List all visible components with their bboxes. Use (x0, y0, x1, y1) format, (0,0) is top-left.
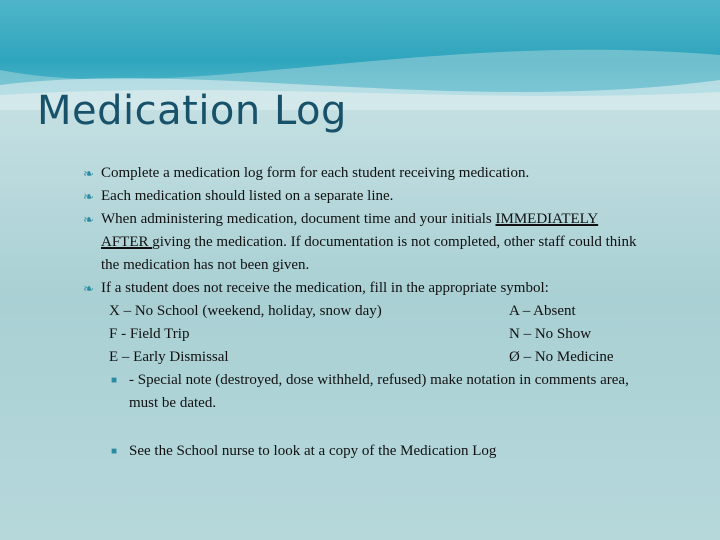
symbol-left: X – No School (weekend, holiday, snow day) (109, 303, 382, 319)
symbol-row (109, 300, 643, 323)
bullet-text-emphasis: IMMEDIATELY AFTER (101, 211, 599, 250)
bullet-item (83, 208, 643, 277)
bullet-item (83, 277, 643, 300)
bullet-item (83, 162, 643, 185)
bullet-icon: ❧ (83, 212, 94, 227)
symbol-right: A – Absent (509, 303, 576, 319)
sub-bullet-text: See the School nurse to look at a copy of the Medication Log (129, 443, 497, 459)
slide-title: Medication Log (37, 88, 347, 134)
symbol-row (109, 323, 643, 346)
bullet-text-after: giving the medication. If documentation is not completed, other staff could think the medication has not been given. (101, 234, 637, 273)
symbol-left: E – Early Dismissal (109, 349, 229, 365)
sub-bullet-item (83, 369, 643, 415)
symbol-row (109, 346, 643, 369)
symbol-left: F - Field Trip (109, 326, 190, 342)
bullet-icon: ❧ (83, 281, 94, 296)
bullet-list (83, 162, 643, 463)
square-bullet-icon: ■ (111, 446, 118, 457)
symbol-right: Ø – No Medicine (509, 349, 614, 365)
square-bullet-icon: ■ (111, 375, 118, 386)
bullet-icon: ❧ (83, 166, 94, 181)
bullet-text: Complete a medication log form for each student receiving medication. (101, 165, 530, 181)
bullet-icon: ❧ (83, 189, 94, 204)
sub-bullet-item (83, 440, 643, 463)
bullet-text: If a student does not receive the medication, fill in the appropriate symbol: (101, 280, 549, 296)
spacer (83, 415, 643, 440)
bullet-text: Each medication should listed on a separate line. (101, 188, 394, 204)
bullet-text-before: When administering medication, document time and your initials (101, 211, 496, 227)
bullet-item (83, 185, 643, 208)
sub-bullet-text: - Special note (destroyed, dose withheld, refused) make notation in comments area, must be dated. (129, 372, 629, 411)
symbol-right: N – No Show (509, 326, 592, 342)
